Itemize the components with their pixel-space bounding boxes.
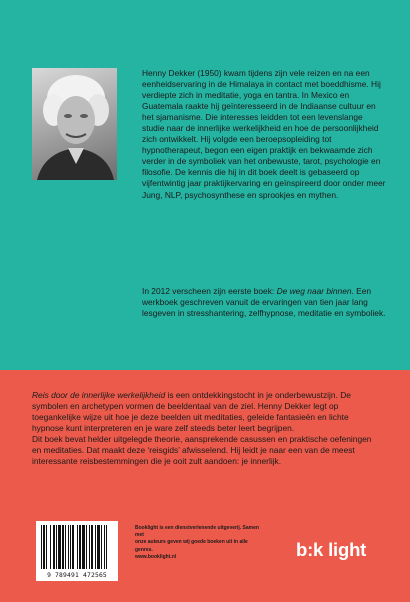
isbn-number: 9 789491 472565 bbox=[47, 572, 107, 579]
book-title-italic: Reis door de innerlijke werkelijkheid bbox=[32, 390, 166, 400]
author-first-book bbox=[142, 286, 387, 319]
barcode-bar bbox=[104, 525, 105, 569]
barcode-bar bbox=[91, 525, 93, 569]
barcode-bar bbox=[97, 525, 100, 569]
barcode-bar bbox=[86, 525, 87, 569]
barcode-bars bbox=[40, 525, 114, 569]
author-photo bbox=[32, 68, 117, 180]
first-book-intro: In 2012 verscheen zijn eerste boek: bbox=[142, 286, 277, 296]
barcode-bar bbox=[82, 525, 85, 569]
barcode-bar bbox=[70, 525, 71, 569]
isbn-barcode bbox=[36, 521, 118, 581]
barcode-bar bbox=[50, 525, 51, 569]
barcode-bar bbox=[79, 525, 81, 569]
barcode-bar bbox=[101, 525, 102, 569]
book-description bbox=[32, 390, 382, 467]
author-bio bbox=[142, 68, 387, 201]
barcode-bar bbox=[62, 525, 64, 569]
barcode-bar bbox=[77, 525, 78, 569]
publisher-line-1: Booklight is een dienstverlenende uitgeverij. Samen met bbox=[135, 525, 259, 539]
barcode-bar bbox=[72, 525, 74, 569]
booklight-logo: b:k light bbox=[296, 539, 367, 560]
barcode-bar bbox=[53, 525, 55, 569]
description-paragraph-2 bbox=[32, 434, 382, 467]
barcode-bar bbox=[68, 525, 69, 569]
author-bio-text: Henny Dekker (1950) kwam tijdens zijn vele reizen en na een eenheidservaring in de Himalaya in contact met boeddhisme. Hij verdiepte zich in meditatie, yoga en tantra. In Mexico en Guatemala raakte hij geïnteresseerd in de Indiaanse cultuur en het sjamanisme. Die interesses leidden tot een levenslange studie naar de innerlijke werkelijkheid en hoe de persoonlijkheid zich ontwikkelt. Hij volgde een beroepsopleiding tot hypnotherapeut, begon een eigen praktijk en bekwaamde zich verder in de symboliek van het onbewuste, tarot, psychologie en filosofie. De kennis die hij in dit boek deelt is gebaseerd op vijfentwintig jaar praktijkervaring en geïnspireerd door onder meer Jung, NLP, psychosynthese en sprookjes en mythen. bbox=[142, 68, 386, 200]
barcode-bar bbox=[56, 525, 57, 569]
description-text-2: Dit boek bevat helder uitgelegde theorie, aansprekende casussen en praktische oefeningen en meditaties. Dat maakt deze ‘reisgids’ afwisselend. Hij leidt je naar een van de meest interessante reisbestemmingen die je ooit zult aandoen: je innerlijk. bbox=[32, 434, 372, 467]
publisher-line-2: onze auteurs geven wij goede boeken uit in alle genres. bbox=[135, 539, 248, 553]
barcode-bar bbox=[106, 525, 107, 569]
description-text-1: is een ontdekkingstocht in je onderbewustzijn. De symbolen en archetypen vormen de beeldentaal van de ziel. Henny Dekker legt op toegankelijke wijze uit hoe je deze beelden uit meditaties, geleide fantasieën en lichte hypnose kunt interpreteren en je ware zelf steeds beter leert begrijpen. bbox=[32, 390, 351, 434]
barcode-bar bbox=[46, 525, 47, 569]
barcode-bar bbox=[65, 525, 66, 569]
description-paragraph-1 bbox=[32, 390, 382, 434]
barcode-bar bbox=[95, 525, 96, 569]
first-book-text: . Een werkboek geschreven vanuit de ervaringen van tien jaar lang lesgeven in stresshantering, zelfhypnose, meditatie en symboliek. bbox=[142, 286, 386, 319]
publisher-url[interactable]: www.booklight.nl bbox=[135, 553, 177, 560]
barcode-bar bbox=[58, 525, 61, 569]
barcode-bar bbox=[41, 525, 42, 569]
barcode-bar bbox=[43, 525, 45, 569]
barcode-bar bbox=[89, 525, 90, 569]
publisher-info bbox=[135, 525, 263, 561]
first-book-title: De weg naar binnen bbox=[276, 286, 352, 296]
